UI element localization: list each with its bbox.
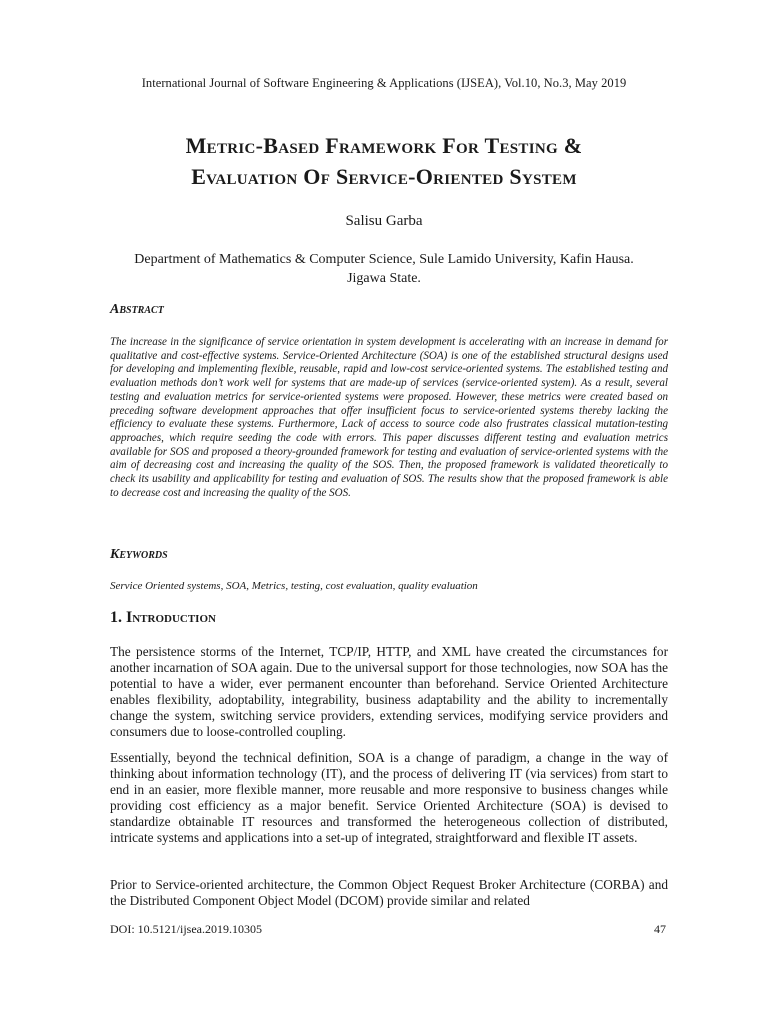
introduction-paragraph-3: Prior to Service-oriented architecture, the Common Object Request Broker Architecture (CORBA) and the Distributed Component Object Model (DCOM) provide similar and related — [110, 877, 668, 909]
abstract-text: The increase in the significance of service orientation in system development is accelerating with an increase in demand for qualitative and cost-effective systems. Service-Oriented Architecture (SOA) is one of the established structural designs used for developing and implementing flexible, reusable, rapid and low-cost service-oriented systems. The established testing and evaluation methods don’t work well for systems that are made-up of services (service-oriented system). As a result, several testing and evaluation metrics for service-oriented systems were proposed. However, these metrics were created based on preceding software development approaches that offer insufficient focus to service-oriented systems thereby lacking the efficiency to evaluate these systems. Furthermore, Lack of access to source code also frustrates classical mutation-testing approaches, which require seeding the code with errors. This paper discusses different testing and evaluation metrics available for SOS and proposed a theory-grounded framework for testing and evaluation of service-oriented systems with the aim of decreasing cost and increasing the quality of the SOS. Then, the proposed framework is validated theoretically to check its usability and applicability for testing and evaluation of SOS. The results show that the proposed framework is able to decrease cost and increasing the quality of the SOS. — [110, 336, 668, 499]
abstract-heading: Abstract — [110, 302, 164, 317]
paper-title-line-2: Evaluation Of Service-Oriented System — [191, 164, 577, 189]
introduction-paragraph-2: Essentially, beyond the technical definition, SOA is a change of paradigm, a change in the way of thinking about information technology (IT), and the process of delivering IT (via services) from start to end in an easier, more flexible manner, more reusable and more responsive to business changes while providing cost efficiency as a major benefit. Service Oriented Architecture (SOA) is devised to standardize obtainable IT resources and transformed the heterogeneous collection of distributed, intricate systems and applications into a set-up of integrated, straightforward and flexible IT assets. — [110, 750, 668, 846]
footer-doi: DOI: 10.5121/ijsea.2019.10305 — [110, 922, 262, 936]
paper-title — [60, 130, 708, 192]
affiliation-line-2: Jigawa State. — [347, 271, 421, 286]
introduction-paragraph-1: The persistence storms of the Internet, TCP/IP, HTTP, and XML have created the circumstances for another incarnation of SOA again. Due to the universal support for those technologies, now SOA has the potential to have a wider, ever permanent encounter than beforehand. Service Oriented Architecture enables flexibility, adoptability, integrability, business adaptability and the ability to incrementally change the system, switching service providers, extending services, modifying service providers and consumers due to loose-controlled coupling. — [110, 644, 668, 740]
page-number: 47 — [654, 922, 666, 936]
author-affiliation — [100, 250, 668, 288]
keywords-heading: Keywords — [110, 547, 168, 562]
keywords-text: Service Oriented systems, SOA, Metrics, testing, cost evaluation, quality evaluation — [110, 580, 478, 592]
affiliation-line-1: Department of Mathematics & Computer Science, Sule Lamido University, Kafin Hausa. — [134, 252, 634, 267]
journal-header: International Journal of Software Engineering & Applications (IJSEA), Vol.10, No.3, May 2019 — [141, 76, 627, 90]
introduction-heading: 1. Introduction — [110, 609, 216, 626]
author-name: Salisu Garba — [345, 213, 423, 229]
paper-title-line-1: Metric-Based Framework For Testing & — [185, 133, 583, 158]
